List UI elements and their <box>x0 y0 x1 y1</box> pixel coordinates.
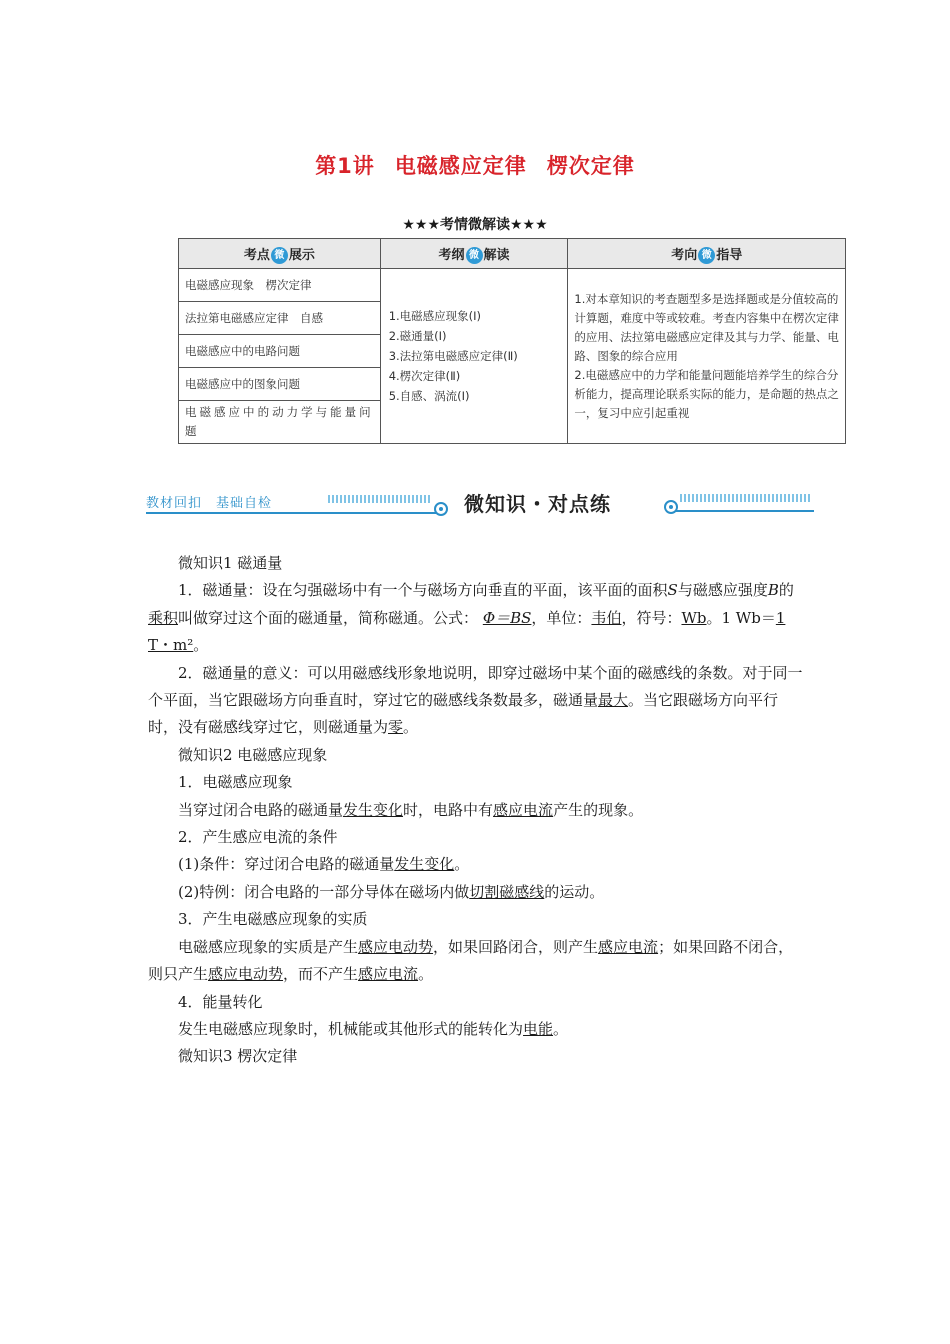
syllabus-item: 2.磁通量(Ⅰ) <box>388 329 447 343</box>
syllabus-item: 4.楞次定律(Ⅱ) <box>388 369 461 383</box>
blank-answer: 1 T・m² <box>148 608 786 655</box>
blank-answer: 发生变化 <box>343 800 404 819</box>
banner-rule-left <box>146 512 446 514</box>
syllabus-item: 5.自感、涡流(Ⅰ) <box>388 389 470 403</box>
blank-answer: 发生变化 <box>394 855 455 874</box>
blank-answer: Φ＝BS <box>482 608 532 627</box>
banner-dots-left <box>328 495 432 503</box>
syllabus-cell <box>380 269 568 444</box>
syllabus-item: 1.电磁感应现象(Ⅰ) <box>388 309 482 323</box>
lecture-title <box>0 150 950 180</box>
sub-heading: 微知识3 楞次定律 <box>178 1047 298 1066</box>
banner-rule-right <box>676 510 814 512</box>
blank-answer: 最大 <box>598 691 629 710</box>
paragraph: 2．磁通量的意义：可以用磁感线形象地说明，即穿过磁场中某个面的磁感线的条数。对于同一个平面，当它跟磁场方向垂直时，穿过它的磁感线条数最多，磁通量最大。当它跟磁场方向平行时，没有磁感线穿过它，则磁通量为零。 <box>148 663 803 737</box>
paragraph: (1)条件：穿过闭合电路的磁通量发生变化。 <box>178 855 470 874</box>
blank-answer: 感应电流 <box>358 965 419 984</box>
header-guidance: 考向 微 指导 <box>568 239 846 269</box>
syllabus-item: 3.法拉第电磁感应定律(Ⅱ) <box>388 349 518 363</box>
guidance-item: 2.电磁感应中的力学和能量问题能培养学生的综合分析能力，提高理论联系实际的能力，是命题的热点之一，复习中应引起重视 <box>574 367 839 420</box>
blank-answer: 韦伯 <box>591 608 622 627</box>
topic-cell: 电磁感应中的电路问题 <box>179 335 381 368</box>
wei-badge-icon: 微 <box>271 247 288 264</box>
lecture-topic-1: 电磁感应定律 <box>394 154 527 178</box>
topic-cell: 法拉第电磁感应定律 自感 <box>179 302 381 335</box>
paragraph: 电磁感应现象的实质是产生感应电动势，如果回路闭合，则产生感应电流；如果回路不闭合，则只产生感应电动势，而不产生感应电流。 <box>148 937 794 984</box>
blank-answer: 切割磁感线 <box>469 882 545 901</box>
item-heading: 1．电磁感应现象 <box>178 773 293 792</box>
topic-cell: 电磁感应中的动力学与能量问题 <box>179 401 381 444</box>
exam-analysis-table <box>178 238 846 444</box>
section-banner <box>146 486 814 520</box>
blank-answer: 零 <box>388 718 404 737</box>
banner-dots-right <box>680 494 810 502</box>
lecture-number: 第1讲 <box>315 154 375 178</box>
paragraph: 当穿过闭合电路的磁通量发生变化时，电路中有感应电流产生的现象。 <box>178 800 644 819</box>
banner-left-label: 教材回扣 基础自检 <box>146 496 273 511</box>
wei-badge-icon: 微 <box>466 247 483 264</box>
banner-title: 微知识・对点练 <box>464 492 611 516</box>
wei-badge-icon: 微 <box>698 247 715 264</box>
blank-answer: 感应电动势 <box>358 937 434 956</box>
guidance-cell <box>568 269 846 444</box>
blank-answer: 感应电动势 <box>208 965 284 984</box>
blank-answer: 感应电流 <box>598 937 659 956</box>
header-syllabus: 考纲 微 解读 <box>380 239 568 269</box>
paragraph: (2)特例：闭合电路的一部分导体在磁场内做切割磁感线的运动。 <box>178 882 605 901</box>
blank-answer: 感应电流 <box>493 800 554 819</box>
paragraph: 1．磁通量：设在匀强磁场中有一个与磁场方向垂直的平面，该平面的面积S与磁感应强度B的乘积叫做穿过这个面的磁通量，简称磁通。公式： Φ＝BS，单位：韦伯，符号：Wb。1 Wb＝1 T・m²。 <box>148 581 794 655</box>
topic-cell: 电磁感应中的图象问题 <box>179 368 381 401</box>
lecture-topic-2: 楞次定律 <box>546 154 635 178</box>
item-heading: 4．能量转化 <box>178 992 263 1011</box>
item-heading: 2．产生感应电流的条件 <box>178 828 338 847</box>
blank-answer: 电能 <box>523 1019 554 1038</box>
banner-circle-icon <box>434 502 448 516</box>
blank-answer: 乘积 <box>148 608 179 627</box>
blank-answer: Wb <box>681 608 707 627</box>
paragraph: 发生电磁感应现象时，机械能或其他形式的能转化为电能。 <box>178 1019 569 1038</box>
content-body <box>148 550 808 1071</box>
section-heading: ★★★考情微解读★★★ <box>402 217 548 233</box>
guidance-item: 1.对本章知识的考查题型多是选择题或是分值较高的计算题，难度中等或较难。考查内容集中在楞次定律的应用、法拉第电磁感应定律及其与力学、能量、电路、图象的综合应用 <box>574 291 839 363</box>
sub-heading: 微知识1 磁通量 <box>178 554 283 572</box>
header-topics: 考点 微 展示 <box>179 239 381 269</box>
sub-heading: 微知识2 电磁感应现象 <box>178 745 328 764</box>
topic-cell: 电磁感应现象 楞次定律 <box>179 269 381 302</box>
item-heading: 3．产生电磁感应现象的实质 <box>178 910 368 929</box>
